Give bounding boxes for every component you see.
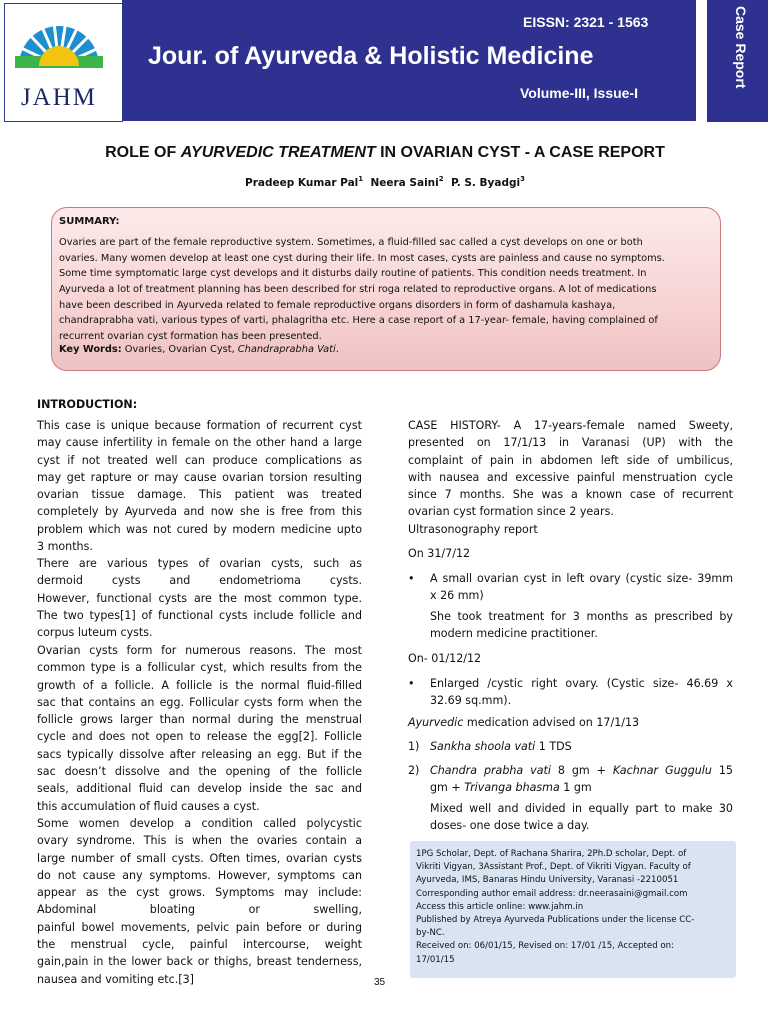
author-footnote: 1PG Scholar, Dept. of Rachana Sharira, 2Ph.D scholar, Dept. of Vikriti Vigyan, 3Assistant Prof., Dept. of Vikriti Vigyan. Faculty of Ayurveda, IMS, Banaras Hindu University, Varanasi -2210051 Corresponding author email address: dr.neerasaini@gmail.com Access this article online: www.jahm.in Published by Atreya Ayurveda Publications under the license CC- by-NC. Received on: 06/01/15, Revised on: 17/01 /15, Accepted on: 17/01/15 bbox=[416, 849, 695, 965]
med-number: 1) bbox=[408, 740, 420, 753]
sunburst-logo-icon bbox=[9, 8, 109, 68]
bullet-icon: • bbox=[408, 677, 415, 690]
intro-paragraph-1: This case is unique because formation of recurrent cyst may cause infertility in female on the other hand a large cyst if not treated well can produce complications as may get rapture or may cause ovarian torsion resulting ovarian tissue damage. This patient was treated completely by Ayurveda and now she is free from this problem which was not cured by modern medicine upto 3 months. bbox=[37, 419, 362, 554]
medication-1: Sankha shoola vati 1 TDS bbox=[430, 740, 572, 753]
med-number: 2) bbox=[408, 764, 420, 777]
dosage-note: Mixed well and divided in equally part to make 30 doses- one dose twice a day. bbox=[430, 802, 733, 833]
page-number: 35 bbox=[374, 977, 386, 988]
case-history: CASE HISTORY- A 17-years-female named Sweety, presented on 17/1/13 in Varanasi (UP) with the complaint of pain in abdomen left side of umbilicus, with nausea and excessive painful menstruation cycle since 7 months. She was a known case of recurrent ovarian cyst formation since 2 years. bbox=[408, 419, 733, 519]
article-type-label: Case Report bbox=[733, 6, 749, 89]
finding-2: Enlarged /cystic right ovary. (Cystic size- 46.69 x 32.69 sq.mm). bbox=[430, 677, 733, 708]
treatment-note: She took treatment for 3 months as prescribed by modern medicine practitioner. bbox=[430, 610, 733, 641]
summary-heading: SUMMARY: bbox=[59, 216, 120, 227]
bullet-icon: • bbox=[408, 572, 415, 585]
keywords: Key Words: Ovaries, Ovarian Cyst, Chandraprabha Vati. bbox=[59, 344, 339, 355]
volume-issue: Volume-III, Issue-I bbox=[520, 85, 638, 101]
intro-paragraph-4: Some women develop a condition called polycystic ovary syndrome. This is when the ovaries contain a large number of small cysts. Often times, ovarian cysts do not cause any symptoms. However, symptoms can appear as the cyst grows. Symptoms may include: Abdominal bloating or swelling, painful bowel movements, pelvic pain before or during the menstrual cycle, painful intercourse, weight gain,pain in the lower back or thighs, breast tenderness, nausea and vomiting etc.[3] bbox=[37, 817, 362, 986]
logo-text: JAHM bbox=[20, 84, 98, 111]
intro-paragraph-3: Ovarian cysts form for numerous reasons. The most common type is a follicular cyst, which results from the growth of a follicle. A follicle is the normal fluid-filled sac that contains an egg. Follicular cysts form when the follicle grows larger than normal during the menstrual cycle and does not open to release the egg[2]. Follicle sacs typically dissolve after releasing an egg. But if the sac doesn’t dissolve and the opening of the follicle seals, additional fluid can develop inside the sac and this accumulation of fluid causes a cyst. bbox=[37, 644, 362, 813]
introduction-heading: INTRODUCTION: bbox=[37, 398, 138, 411]
finding-1: A small ovarian cyst in left ovary (cystic size- 39mm x 26 mm) bbox=[430, 572, 733, 603]
author-name: P. S. Byadgi bbox=[450, 177, 521, 189]
intro-paragraph-2: There are various types of ovarian cysts, such as dermoid cysts and endometrioma cysts. However, functional cysts are the most common type. The two types[1] of functional cysts include follicle and corpus luteum cysts. bbox=[37, 557, 362, 640]
journal-title: Jour. of Ayurveda & Holistic Medicine bbox=[148, 42, 594, 70]
author-name: Pradeep Kumar Pal bbox=[245, 177, 359, 189]
article-title: ROLE OF AYURVEDIC TREATMENT IN OVARIAN CYST - A CASE REPORT bbox=[105, 144, 665, 161]
ultrasonography-heading: Ultrasonography report bbox=[408, 523, 538, 536]
author-list: Pradeep Kumar Pal$^1$ Neera Saini$^2$ P. S. Byadgi$^3$ bbox=[245, 175, 525, 189]
issn: EISSN: 2321 - 1563 bbox=[523, 14, 649, 30]
summary-text: Ovaries are part of the female reproductive system. Sometimes, a fluid-filled sac called a cyst develops on one or both ovaries. Many women develop at least one cyst during their life. In most cases, cysts are painless and cause no symptoms. Some time symptomatic large cyst develops and it disturbs daily routine of patients. This condition needs treatment. In Ayurveda a lot of treatment planning has been described for stri roga related to reproductive organs. A lot of medications have been described in Ayurveda related to female reproductive organs disorders in form of dashamula kashaya, chandraprabha vati, various types of varti, phalagritha etc. Here a case report of a 17-year- female, having complained of recurrent ovarian cyst formation has been presented. bbox=[59, 237, 665, 343]
medication-2: Chandra prabha vati 8 gm + Kachnar Guggulu 15 gm + Trivanga bhasma 1 gm bbox=[430, 764, 733, 795]
report-date-1: On 31/7/12 bbox=[408, 547, 471, 560]
medication-heading: Ayurvedic medication advised on 17/1/13 bbox=[408, 716, 640, 729]
report-date-2: On- 01/12/12 bbox=[408, 652, 482, 665]
author-name: Neera Saini bbox=[370, 177, 439, 189]
